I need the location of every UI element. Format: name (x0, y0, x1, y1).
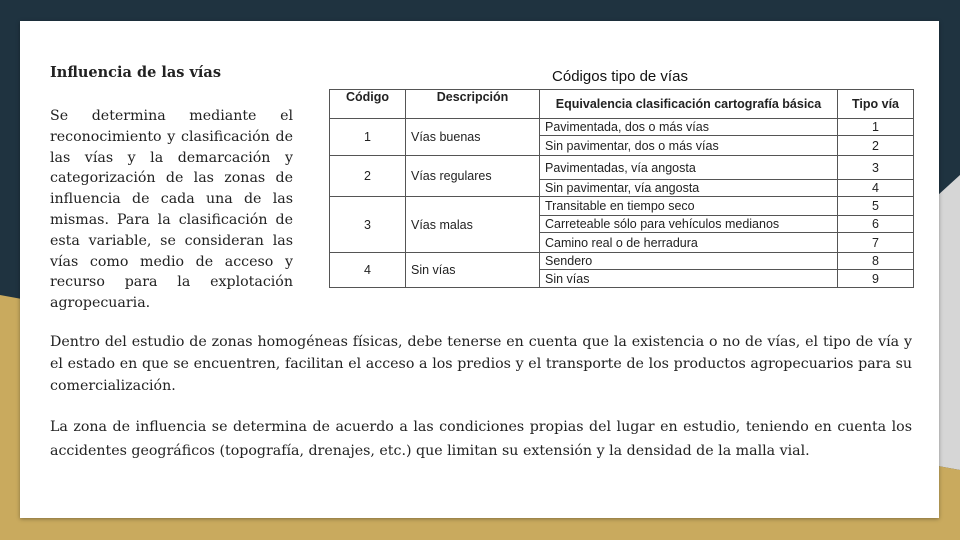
intro-paragraph: Se determina mediante el reconocimiento y clasificación de las vías y la demarcación y categorización de las zonas de influencia de cada una de las mismas. Para la clasificación de esta variable, se consideran las vías como medio de acceso y recurso para la explotación agropecuaria. (50, 108, 293, 312)
slide-title: Influencia de las vías (50, 64, 221, 81)
header-tipo-via: Tipo vía (838, 90, 914, 119)
cell-tipo: 3 (838, 156, 914, 180)
cell-equivalence: Pavimentada, dos o más vías (540, 119, 838, 136)
table-title: Códigos tipo de vías (552, 68, 688, 85)
cell-equivalence: Sin pavimentar, vía angosta (540, 180, 838, 197)
cell-equivalence: Carreteable sólo para vehículos medianos (540, 216, 838, 233)
road-codes-table (329, 89, 914, 288)
cell-tipo: 9 (838, 270, 914, 288)
cell-code: 3 (330, 197, 406, 253)
cell-tipo: 7 (838, 233, 914, 253)
body-paragraph-2: La zona de influencia se determina de acuerdo a las condiciones propias del lugar en estudio, teniendo en cuenta los accidentes geográficos (topografía, drenajes, etc.) que limitan su extensión y la densidad de la malla vial. (50, 419, 912, 459)
cell-tipo: 1 (838, 119, 914, 136)
table-row (330, 197, 914, 216)
cell-code: 4 (330, 253, 406, 288)
table-row (330, 119, 914, 136)
header-equivalencia: Equivalencia clasificación cartografía básica (540, 90, 838, 119)
cell-equivalence: Transitable en tiempo seco (540, 197, 838, 216)
cell-description: Vías malas (406, 197, 540, 253)
header-codigo: Código (330, 90, 406, 119)
cell-equivalence: Pavimentadas, vía angosta (540, 156, 838, 180)
cell-description: Vías regulares (406, 156, 540, 197)
cell-description: Vías buenas (406, 119, 540, 156)
cell-tipo: 5 (838, 197, 914, 216)
cell-tipo: 4 (838, 180, 914, 197)
cell-code: 1 (330, 119, 406, 156)
cell-tipo: 6 (838, 216, 914, 233)
body-paragraph-1: Dentro del estudio de zonas homogéneas físicas, debe tenerse en cuenta que la existencia o no de vías, el tipo de vía y el estado en que se encuentren, facilitan el acceso a los predios y el transporte de los productos agropecuarios para su comercialización. (50, 334, 912, 394)
cell-equivalence: Sin pavimentar, dos o más vías (540, 136, 838, 156)
cell-equivalence: Camino real o de herradura (540, 233, 838, 253)
cell-equivalence: Sendero (540, 253, 838, 270)
cell-tipo: 2 (838, 136, 914, 156)
table-header-row (330, 90, 914, 119)
cell-description: Sin vías (406, 253, 540, 288)
table-row (330, 156, 914, 180)
header-descripcion: Descripción (406, 90, 540, 119)
table-row (330, 253, 914, 270)
cell-tipo: 8 (838, 253, 914, 270)
cell-equivalence: Sin vías (540, 270, 838, 288)
cell-code: 2 (330, 156, 406, 197)
